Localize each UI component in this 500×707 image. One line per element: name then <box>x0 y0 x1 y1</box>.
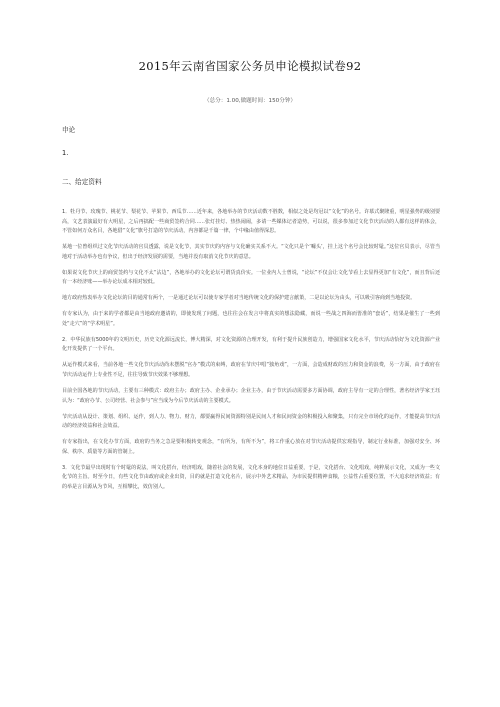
paragraph-8: 目前全国各地的节庆活动，主要有三种模式：政府主办；政府主办、企业承办；企业主办，由于节庆活动需要多方面协调，政府主导有一定的合理性，著名经济学家王珏认为：“政府办节、公司经营、社会参与”应当成为今后节庆活动的主要模式。 <box>62 388 440 404</box>
exam-info: （总分：1.00,做题时间：150分钟） <box>203 98 297 104</box>
section-heading-materials: 二、给定资料 <box>62 178 102 186</box>
paragraph-1: 1．牡丹节、玫瑰节、桃花节、梨花节、苹果节、西瓜节……近年来，各地举办的节庆活动数不胜数，相似之处是均冠以“文化”的名号。许慕式聚隆重，明星强势的级别要高，文艺表演最好有大明星，之后再搞配一些商贸签约合同……张灯挂灯、热热闹闹，多请一些媒体记者造势，可以说，很多参加过文化节庆活动的人都有这样的体会，不管如何万众名目，各地借“文化”旗号打造的节庆活动，内容都是千篇一律，个中缘由值得深思。 <box>62 209 440 235</box>
paragraph-4: 地方政府热衷举办文化论坛的目的通常有两个，一是通过论坛可以使专家学者对当地传统文化的保护建言献策，二是以论坛为由头，可以吸引客商到当地投资。 <box>62 295 416 302</box>
material-body <box>62 208 440 499</box>
paragraph-7: 从运作模式来看，当前各地一些文化节庆活动尚未摆脱“官办”模式的束缚，政府在节庆中唱“独角戏”，一方面，会造成财政的压力和资金的浪费，另一方面，由于政府在节庆活动运作上专业性不足，往往导致节庆效果不够理想。 <box>62 362 440 379</box>
paragraph-9: 节庆活动从设计、策划、组织、运作，到人力、物力、财力，都要赢得民间资源特别是民间人才和民间资金的积极投入和聚集，只有完全市场化的运作，才能提高节庆活动的经济效益和社会效益。 <box>62 413 440 430</box>
paragraph-5: 有专家认为，由于来的学者都是由当地政府邀请的，即使发现了问题，也往往会在发言中将真实的想法隐藏，而说一些战之四海而皆准的“套话”，结果是催生了一些到处“走穴”的“学术明星”。 <box>62 311 440 327</box>
paragraph-2: 某地一位曾组织过文化节庆活动的官员透露，说是文化节，其实节庆的内容与文化确实关系不大。“文化只是个‘噱头’，挂上这个名号会比较时髦。”这位官员表示，尽管当地对于活动举办也有争议，但出于经济发展的需要，当地并没有取消文化节庆的意思。 <box>62 244 440 260</box>
section-heading-shenlun: 申论 <box>62 126 76 134</box>
question-number: 1. <box>62 149 69 157</box>
paragraph-10: 有专家指出，在文化办节方面，政府的当务之急是要积极转变观念，“有所为，有所不为”，将工作重心放在对节庆活动提供宏观指导，制定行业标准，加强对安全、环保、秩序、质量等方面的管制上。 <box>62 439 440 455</box>
paragraph-3: 如果说文化节庆上的商贸签约与文化不太“沾边”，各地举办的文化论坛可谓货真价实。一位业内人士曾说，“论坛”不仅会让文化节看上去显得更加“有文化”，而且背后还有一本经济账——举办论坛成本相对较低。 <box>62 269 440 286</box>
paragraph-11: 3．文化节最早出现时有个时髦的说法，叫文化搭台，经济唱戏，随着社会的发展，文化本身的地位日益重要，于是，文化搭台、文化唱戏，纯粹展示文化，又成为一些文化节的主旨。时至今日，有些文化节由政府或企业出资，目的就是打造文化名片，展示中外艺术精品，为市民提供精神食粮，公益性占重要位置，不大追求经济效益；有的举是言目源从为节风，互相攀比，效仿别人。 <box>62 464 440 490</box>
document-title: 2015年云南省国家公务员申论模拟试卷92 <box>138 59 362 73</box>
paragraph-6: 2．中华民族有5000年的文明历史，历史文化源远流长，博大精深，对文化资源的合理开发，有利于提升民族创造力，增强国家文化水平，节庆活动恰好为文化资源产业化开发提供了一个平台。 <box>62 336 440 353</box>
